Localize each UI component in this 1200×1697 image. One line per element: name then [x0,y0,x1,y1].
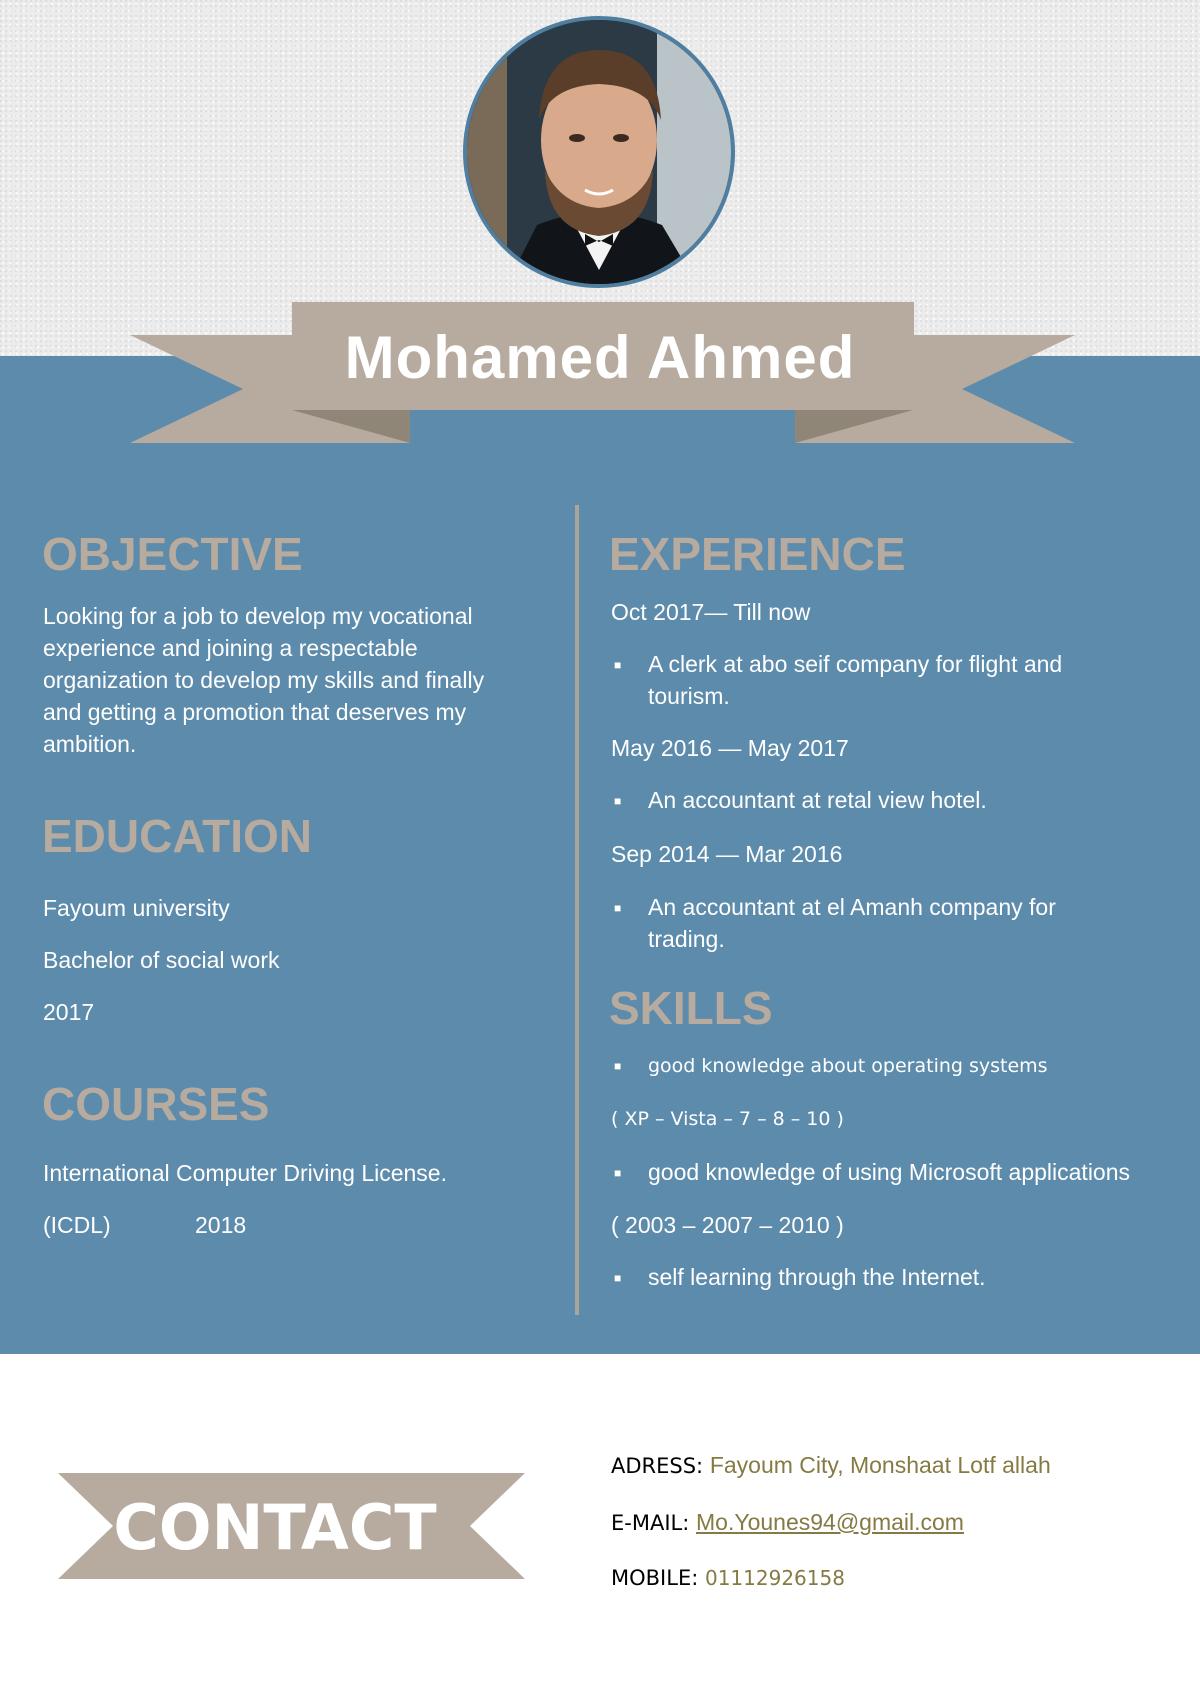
objective-line: organization to develop my skills and finally [43,667,485,693]
education-item: Fayoum university [43,895,230,921]
bullet-icon: ■ [614,1166,622,1180]
education-heading: EDUCATION [42,810,313,862]
email-row [611,1509,964,1536]
column-divider [575,505,579,1315]
skill-item: good knowledge of using Microsoft applications [648,1159,1131,1185]
objective-heading: OBJECTIVE [42,528,303,580]
bullet-icon: ■ [614,794,622,808]
candidate-name: Mohamed Ahmed [344,324,856,391]
course-name: International Computer Driving License. [43,1160,447,1186]
skill-item: good knowledge about operating systems [648,1055,1048,1077]
job-desc: tourism. [648,683,730,709]
job-desc: An accountant at el Amanh company for [648,894,1056,920]
objective-line: and getting a promotion that deserves my [43,699,467,725]
mobile-value: 01112926158 [704,1566,845,1590]
job-period: Sep 2014 — Mar 2016 [611,841,843,867]
profile-photo [463,16,735,288]
course-year: 2018 [195,1212,247,1238]
address-value: Fayoum City, Monshaat Lotf allah [709,1452,1051,1478]
job-period: Oct 2017— Till now [611,599,811,625]
email-link[interactable]: Mo.Younes94@gmail.com [696,1509,964,1535]
skill-detail: ( 2003 – 2007 – 2010 ) [611,1212,844,1238]
skills-heading: SKILLS [609,982,773,1034]
mobile-row [611,1566,845,1590]
skill-item: self learning through the Internet. [648,1264,986,1290]
job-desc: An accountant at retal view hotel. [648,787,987,813]
email-label: E-MAIL: [611,1511,690,1535]
address-label: ADRESS: [611,1454,704,1478]
experience-heading: EXPERIENCE [609,528,906,580]
job-desc: A clerk at abo seif company for flight and [648,651,1063,677]
job-period: May 2016 — May 2017 [611,735,849,761]
courses-heading: COURSES [42,1078,270,1130]
bullet-icon: ■ [614,658,622,672]
address-row [611,1452,1051,1479]
education-item: Bachelor of social work [43,947,280,973]
objective-line: experience and joining a respectable [43,635,418,661]
objective-line: ambition. [43,731,137,757]
education-item: 2017 [43,999,95,1025]
objective-line: Looking for a job to develop my vocational [43,603,473,629]
mobile-label: MOBILE: [611,1566,699,1590]
skill-detail: ( XP – Vista – 7 – 8 – 10 ) [611,1108,844,1130]
contact-heading: CONTACT [113,1491,437,1564]
course-abbr: (ICDL) [43,1212,111,1238]
job-desc: trading. [648,926,725,952]
bullet-icon: ■ [614,1059,622,1073]
bullet-icon: ■ [614,901,622,915]
bullet-icon: ■ [614,1271,622,1285]
